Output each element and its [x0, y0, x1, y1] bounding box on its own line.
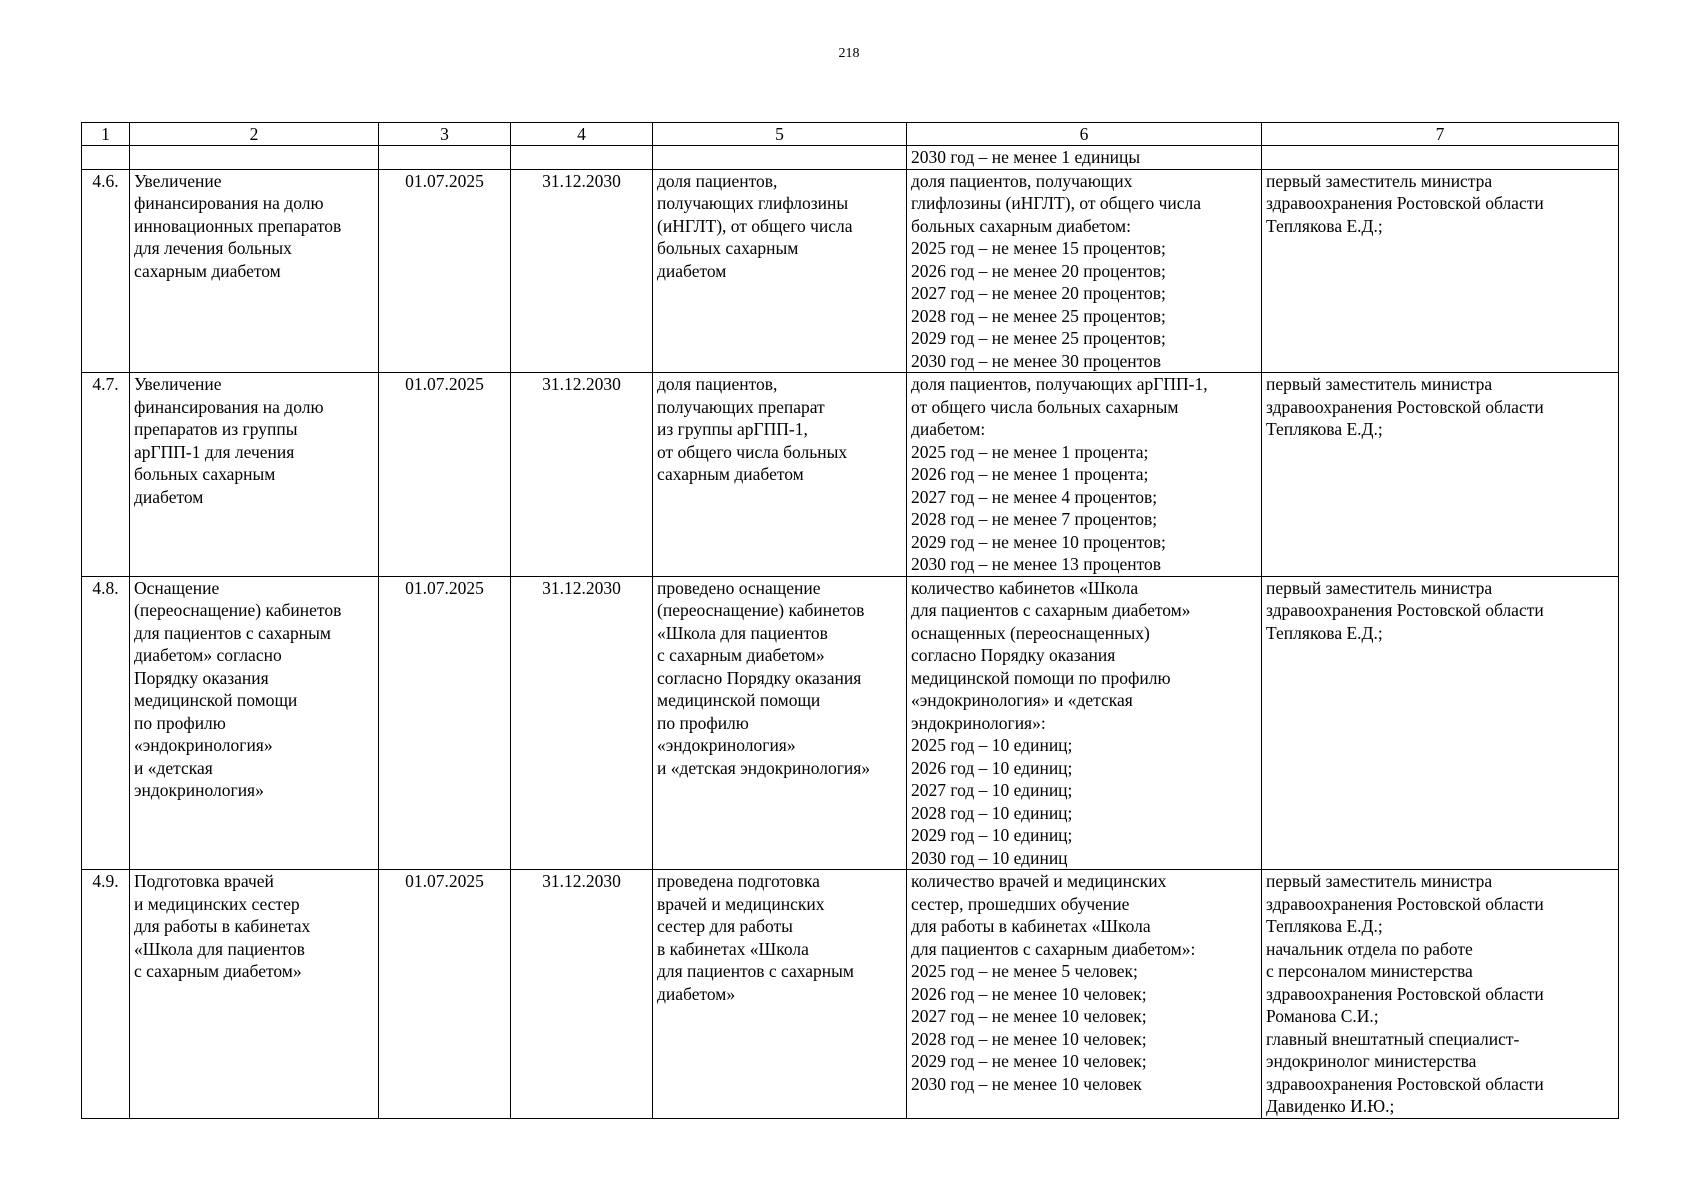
indicator-cell-line: 2029 год – не менее 25 процентов;	[911, 328, 1166, 348]
empty-cell	[1262, 146, 1619, 170]
indicator-cell-line: для работы в кабинетах «Школа	[911, 916, 1151, 936]
indicator-cell-line: для пациентов с сахарным диабетом»:	[911, 938, 1196, 959]
indicator-cell-line: больных сахарным диабетом:	[911, 215, 1131, 236]
indicator-cell-line: сестер, прошедших обучение	[911, 893, 1130, 914]
indicator-cell-line: 2029 год – 10 единиц;	[911, 825, 1073, 845]
result-cell-line: диабетом	[657, 260, 727, 281]
result-cell-line: больных сахарным	[657, 238, 799, 258]
result-cell-line: и «детская эндокринология»	[657, 757, 871, 778]
activity-cell-line: Оснащение	[134, 577, 220, 598]
indicator-cell-line: «эндокринология» и «детская	[911, 690, 1133, 710]
responsible-cell	[1262, 870, 1619, 1119]
responsible-cell-line: первый заместитель министра	[1266, 374, 1493, 394]
indicator-cell-line: 2026 год – не менее 1 процента;	[911, 464, 1149, 484]
indicator-cell-line: 2028 год – не менее 7 процентов;	[911, 509, 1158, 529]
result-cell	[653, 576, 907, 870]
plan-table	[81, 122, 1619, 1119]
indicator-cell	[907, 870, 1262, 1119]
item-number: 4.6.	[82, 169, 130, 373]
responsible-cell-line: первый заместитель министра	[1266, 871, 1493, 891]
activity-cell-line: больных сахарным	[134, 464, 276, 484]
result-cell-line: для пациентов с сахарным	[657, 961, 854, 981]
header-cell: 4	[511, 123, 653, 146]
responsible-cell-line: Теплякова Е.Д.;	[1266, 622, 1383, 643]
result-cell-line: проведена подготовка	[657, 871, 820, 891]
indicator-cell-line: доля пациентов, получающих	[911, 170, 1133, 191]
indicator-cell-line: 2025 год – не менее 15 процентов;	[911, 238, 1166, 258]
responsible-cell-line: здравоохранения Ростовской области	[1266, 983, 1544, 1004]
result-cell-line: медицинской помощи	[657, 690, 821, 710]
result-cell-line: врачей и медицинских	[657, 893, 825, 914]
result-cell-line: из группы арГПП-1,	[657, 419, 808, 439]
header-cell: 1	[82, 123, 130, 146]
responsible-cell-line: эндокринолог министерства	[1266, 1051, 1477, 1071]
responsible-cell-line: Теплякова Е.Д.;	[1266, 419, 1383, 439]
activity-cell-line: сахарным диабетом	[134, 260, 281, 281]
indicator-cell	[907, 169, 1262, 373]
result-cell	[653, 373, 907, 577]
indicator-cell-line: оснащенных (переоснащенных)	[911, 622, 1150, 643]
indicator-cell-line: 2025 год – не менее 1 процента;	[911, 441, 1149, 462]
indicator-cell-line: 2027 год – не менее 10 человек;	[911, 1006, 1147, 1026]
activity-cell-line: арГПП-1 для лечения	[134, 441, 295, 462]
responsible-cell-line: здравоохранения Ростовской области	[1266, 396, 1544, 417]
result-cell-line: получающих препарат	[657, 396, 825, 417]
indicator-cell-line: 2026 год – не менее 20 процентов;	[911, 260, 1166, 281]
indicator-cell-line: от общего числа больных сахарным	[911, 396, 1179, 417]
activity-cell-line: для пациентов с сахарным	[134, 622, 331, 643]
responsible-cell	[1262, 169, 1619, 373]
result-cell-line: по профилю	[657, 712, 749, 733]
page-number: 218	[838, 46, 860, 61]
indicator-cell-line: 2027 год – не менее 20 процентов;	[911, 283, 1166, 303]
activity-cell-line: препаратов из группы	[134, 419, 298, 439]
indicator-cell-line: количество врачей и медицинских	[911, 871, 1167, 891]
result-cell-line: диабетом»	[657, 983, 736, 1004]
indicator-cell	[907, 373, 1262, 577]
continuation-row	[82, 146, 1619, 170]
responsible-cell	[1262, 373, 1619, 577]
activity-cell	[130, 373, 379, 577]
activity-cell-line: диабетом» согласно	[134, 645, 282, 665]
activity-cell	[130, 169, 379, 373]
empty-cell	[653, 146, 907, 170]
indicator-cell-line: медицинской помощи по профилю	[911, 667, 1171, 688]
indicator-cell-line: 2030 год – не менее 10 человек	[911, 1073, 1142, 1094]
indicator-cell: 2030 год – не менее 1 единицы	[907, 146, 1262, 170]
indicator-cell-line: 2025 год – не менее 5 человек;	[911, 961, 1138, 981]
table-row	[82, 373, 1619, 577]
indicator-cell-line: 2030 год – не менее 30 процентов	[911, 350, 1162, 371]
empty-cell	[82, 146, 130, 170]
indicator-cell-line: 2027 год – не менее 4 процентов;	[911, 486, 1158, 507]
responsible-cell	[1262, 576, 1619, 870]
activity-cell-line: эндокринология»	[134, 780, 264, 800]
activity-cell-line: для работы в кабинетах	[134, 916, 311, 936]
activity-cell-line: «Школа для пациентов	[134, 938, 305, 959]
responsible-cell-line: здравоохранения Ростовской области	[1266, 193, 1544, 213]
result-cell-line: с сахарным диабетом»	[657, 645, 825, 665]
responsible-cell-line: с персоналом министерства	[1266, 961, 1473, 981]
responsible-cell-line: Давиденко И.Ю.;	[1266, 1096, 1395, 1116]
indicator-cell-line: глифлозины (иНГЛТ), от общего числа	[911, 193, 1202, 213]
start-date: 01.07.2025	[379, 373, 511, 577]
responsible-cell-line: Теплякова Е.Д.;	[1266, 215, 1383, 236]
activity-cell	[130, 576, 379, 870]
table-row	[82, 870, 1619, 1119]
table-row	[82, 576, 1619, 870]
header-cell: 2	[130, 123, 379, 146]
item-number: 4.8.	[82, 576, 130, 870]
indicator-cell-line: диабетом:	[911, 419, 986, 439]
result-cell-line: от общего числа больных	[657, 441, 848, 462]
header-cell: 7	[1262, 123, 1619, 146]
result-cell	[653, 870, 907, 1119]
result-cell-line: сестер для работы	[657, 916, 793, 936]
header-cell: 3	[379, 123, 511, 146]
indicator-cell-line: 2026 год – 10 единиц;	[911, 757, 1073, 778]
responsible-cell-line: начальник отдела по работе	[1266, 938, 1473, 959]
indicator-cell-line: 2027 год – 10 единиц;	[911, 780, 1073, 800]
indicator-cell-line: 2028 год – не менее 10 человек;	[911, 1028, 1147, 1049]
indicator-cell-line: 2030 год – не менее 13 процентов	[911, 554, 1162, 574]
responsible-cell-line: Теплякова Е.Д.;	[1266, 916, 1383, 936]
responsible-cell-line: здравоохранения Ростовской области	[1266, 893, 1544, 914]
table-row	[82, 169, 1619, 373]
item-number: 4.7.	[82, 373, 130, 577]
activity-cell-line: Подготовка врачей	[134, 871, 274, 891]
activity-cell-line: «эндокринология»	[134, 735, 273, 755]
result-cell-line: получающих глифлозины	[657, 193, 849, 213]
start-date: 01.07.2025	[379, 169, 511, 373]
result-cell-line: согласно Порядку оказания	[657, 667, 862, 688]
indicator-cell	[907, 576, 1262, 870]
result-cell-line: «Школа для пациентов	[657, 622, 828, 643]
indicator-cell-line: 2030 год – 10 единиц	[911, 847, 1068, 868]
activity-cell-line: финансирования на долю	[134, 396, 324, 417]
result-cell-line: (иНГЛТ), от общего числа	[657, 215, 853, 236]
result-cell-line: «эндокринология»	[657, 735, 796, 755]
indicator-cell-line: 2026 год – не менее 10 человек;	[911, 983, 1147, 1004]
activity-cell-line: инновационных препаратов	[134, 215, 342, 236]
empty-cell	[511, 146, 653, 170]
activity-cell-line: с сахарным диабетом»	[134, 961, 302, 981]
end-date: 31.12.2030	[511, 576, 653, 870]
responsible-cell-line: первый заместитель министра	[1266, 577, 1493, 598]
header-cell: 5	[653, 123, 907, 146]
empty-cell	[379, 146, 511, 170]
result-cell-line: доля пациентов,	[657, 374, 778, 394]
result-cell-line: сахарным диабетом	[657, 464, 804, 484]
indicator-cell-line: для пациентов с сахарным диабетом»	[911, 600, 1191, 620]
activity-cell-line: для лечения больных	[134, 238, 292, 258]
start-date: 01.07.2025	[379, 576, 511, 870]
indicator-cell-line: 2028 год – не менее 25 процентов;	[911, 305, 1166, 326]
result-cell-line: доля пациентов,	[657, 170, 778, 191]
header-row	[82, 123, 1619, 146]
indicator-cell-line: согласно Порядку оказания	[911, 645, 1116, 665]
activity-cell-line: Увеличение	[134, 374, 222, 394]
indicator-cell-line: количество кабинетов «Школа	[911, 577, 1139, 598]
header-cell: 6	[907, 123, 1262, 146]
indicator-cell-line: 2025 год – 10 единиц;	[911, 735, 1073, 755]
activity-cell-line: финансирования на долю	[134, 193, 324, 213]
end-date: 31.12.2030	[511, 870, 653, 1119]
empty-cell	[130, 146, 379, 170]
end-date: 31.12.2030	[511, 169, 653, 373]
start-date: 01.07.2025	[379, 870, 511, 1119]
activity-cell-line: Порядку оказания	[134, 667, 269, 688]
activity-cell-line: по профилю	[134, 712, 226, 733]
result-cell-line: в кабинетах «Школа	[657, 938, 809, 959]
responsible-cell-line: здравоохранения Ростовской области	[1266, 600, 1544, 620]
activity-cell-line: и «детская	[134, 757, 213, 778]
indicator-cell-line: 2029 год – не менее 10 человек;	[911, 1051, 1147, 1071]
indicator-cell-line: 2028 год – 10 единиц;	[911, 802, 1073, 823]
indicator-cell-line: 2029 год – не менее 10 процентов;	[911, 531, 1166, 552]
activity-cell-line: медицинской помощи	[134, 690, 298, 710]
responsible-cell-line: главный внештатный специалист-	[1266, 1028, 1520, 1049]
activity-cell	[130, 870, 379, 1119]
activity-cell-line: и медицинских сестер	[134, 893, 300, 914]
activity-cell-line: (переоснащение) кабинетов	[134, 600, 342, 620]
activity-cell-line: диабетом	[134, 486, 204, 507]
item-number: 4.9.	[82, 870, 130, 1119]
responsible-cell-line: Романова С.И.;	[1266, 1006, 1379, 1026]
result-cell-line: (переоснащение) кабинетов	[657, 600, 865, 620]
result-cell-line: проведено оснащение	[657, 577, 821, 598]
indicator-cell-line: эндокринология»:	[911, 712, 1046, 733]
responsible-cell-line: здравоохранения Ростовской области	[1266, 1073, 1544, 1094]
indicator-cell-line: доля пациентов, получающих арГПП-1,	[911, 374, 1208, 394]
result-cell	[653, 169, 907, 373]
responsible-cell-line: первый заместитель министра	[1266, 170, 1493, 191]
end-date: 31.12.2030	[511, 373, 653, 577]
activity-cell-line: Увеличение	[134, 170, 222, 191]
